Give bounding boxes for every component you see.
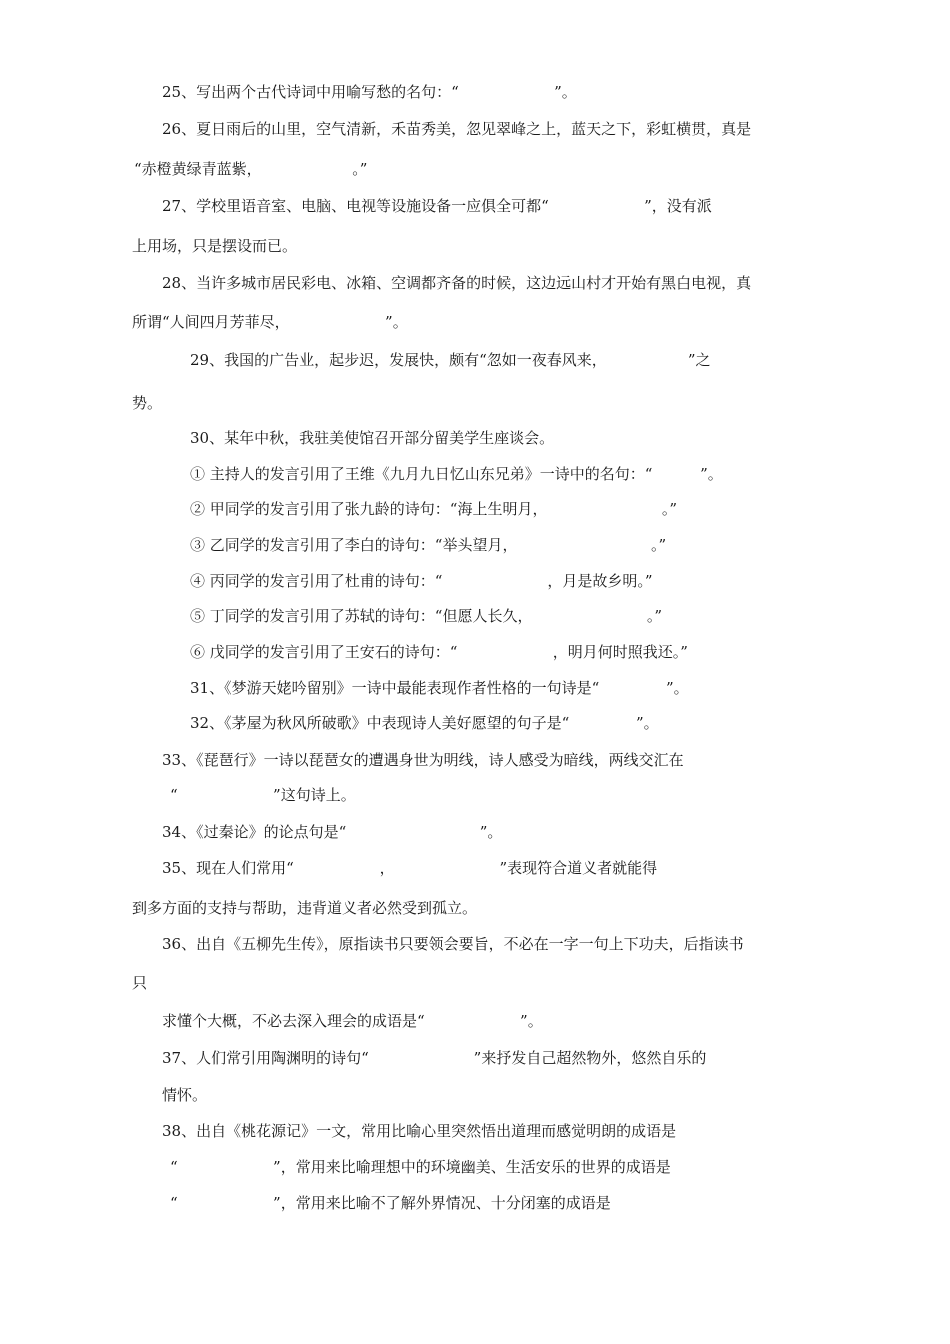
question-30-item-4: ④ 丙同学的发言引用了杜甫的诗句：“ ，月是故乡明。” — [190, 572, 653, 590]
question-30-item-3: ③ 乙同学的发言引用了李白的诗句：“举头望月， 。” — [190, 536, 667, 554]
question-30-item-2: ② 甲同学的发言引用了张九龄的诗句：“海上生明月， 。” — [190, 500, 678, 518]
question-28-line-1: 28、当许多城市居民彩电、冰箱、空调都齐备的时候，这边远山村才开始有黑白电视，真 — [162, 274, 752, 292]
question-36-line-1: 36、出自《五柳先生传》，原指读书只要领会要旨，不必在一字一句上下功夫，后指读书 — [162, 935, 744, 953]
question-30: 30、某年中秋，我驻美使馆召开部分留美学生座谈会。 — [190, 429, 555, 447]
question-25: 25、写出两个古代诗词中用喻写愁的名句：“ ”。 — [162, 83, 577, 101]
question-37-line-1: 37、人们常引用陶渊明的诗句“ ”来抒发自己超然物外，悠然自乐的 — [162, 1049, 707, 1067]
question-26-line-1: 26、夏日雨后的山里，空气清新，禾苗秀美，忽见翠峰之上，蓝天之下，彩虹横贯，真是 — [162, 120, 752, 138]
question-36-line-2: 只 — [132, 974, 148, 992]
question-30-item-1: ① 主持人的发言引用了王维《九月九日忆山东兄弟》一诗中的名句：“ ”。 — [190, 465, 723, 483]
question-28-line-2: 所谓“人间四月芳菲尽， ”。 — [132, 313, 408, 331]
question-37-line-2: 情怀。 — [162, 1086, 208, 1104]
question-26-line-2: “赤橙黄绿青蓝紫， 。” — [134, 160, 368, 178]
question-32: 32、《茅屋为秋风所破歌》中表现诗人美好愿望的句子是“ ”。 — [190, 714, 659, 732]
question-29-line-1: 29、我国的广告业，起步迟，发展快，颇有“忽如一夜春风来， ”之 — [190, 351, 711, 369]
question-34: 34、《过秦论》的论点句是“ ”。 — [162, 823, 503, 841]
question-33-line-2: “ ”这句诗上。 — [170, 786, 356, 804]
question-35-line-1: 35、现在人们常用“ ， ”表现符合道义者就能得 — [162, 859, 658, 877]
question-38-line-3: “ ”，常用来比喻不了解外界情况、十分闭塞的成语是 — [170, 1194, 611, 1212]
question-31: 31、《梦游天姥吟留别》一诗中最能表现作者性格的一句诗是“ ”。 — [190, 679, 689, 697]
question-35-line-2: 到多方面的支持与帮助，违背道义者必然受到孤立。 — [132, 899, 478, 917]
question-30-item-5: ⑤ 丁同学的发言引用了苏轼的诗句：“但愿人长久， 。” — [190, 607, 663, 625]
question-27-line-1: 27、学校里语音室、电脑、电视等设施设备一应俱全可都“ ”，没有派 — [162, 197, 712, 215]
question-30-item-6: ⑥ 戊同学的发言引用了王安石的诗句：“ ，明月何时照我还。” — [190, 643, 688, 661]
question-38-line-1: 38、出自《桃花源记》一文，常用比喻心里突然悟出道理而感觉明朗的成语是 — [162, 1122, 677, 1140]
question-38-line-2: “ ”，常用来比喻理想中的环境幽美、生活安乐的世界的成语是 — [170, 1158, 671, 1176]
question-33-line-1: 33、《琵琶行》一诗以琵琶女的遭遇身世为明线，诗人感受为暗线，两线交汇在 — [162, 751, 684, 769]
question-36-line-3: 求懂个大概，不必去深入理会的成语是“ ”。 — [162, 1012, 543, 1030]
question-29-line-2: 势。 — [132, 394, 163, 412]
question-27-line-2: 上用场，只是摆设而已。 — [132, 237, 298, 255]
